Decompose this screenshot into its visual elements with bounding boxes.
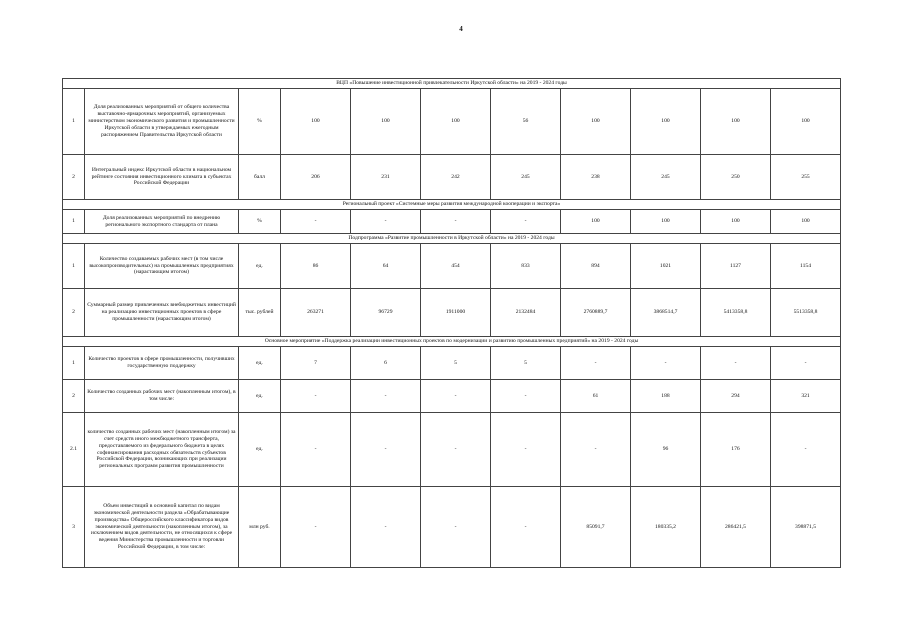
table-row — [63, 487, 841, 568]
value-cell: - — [491, 487, 561, 568]
unit-cell: балл — [239, 155, 281, 200]
value-cell: 454 — [421, 244, 491, 289]
value-cell: 894 — [561, 244, 631, 289]
indicator-name: Количество создаваемых рабочих мест (в том числе высокопроизводительных) на промышленных предприятиях (нарастающим итогом) — [85, 244, 239, 289]
value-cell: 100 — [701, 89, 771, 155]
value-cell: - — [561, 413, 631, 487]
value-cell: 100 — [561, 210, 631, 234]
value-cell: 188 — [631, 380, 701, 413]
value-cell: - — [631, 347, 701, 380]
section-title: Региональный проект «Системные меры развития международной кооперации и экспорта» — [63, 200, 841, 210]
table-row — [63, 380, 841, 413]
value-cell: - — [421, 487, 491, 568]
value-cell: 86 — [281, 244, 351, 289]
indicator-name: Количество созданных рабочих мест (накопленным итогом), в том числе: — [85, 380, 239, 413]
indicator-name: Доля реализованных мероприятий по внедрению регионального экспортного стандарта от плана — [85, 210, 239, 234]
indicator-name: Суммарный размер привлеченных внебюджетных инвестиций на реализацию инвестиционных проектов в сфере промышленности (нарастающим итогом) — [85, 289, 239, 337]
unit-cell: тыс. рублей — [239, 289, 281, 337]
value-cell: 398871,5 — [771, 487, 841, 568]
value-cell: 96 — [631, 413, 701, 487]
value-cell: 231 — [351, 155, 421, 200]
section-header-row — [63, 200, 841, 210]
value-cell: 255 — [771, 155, 841, 200]
value-cell: 833 — [491, 244, 561, 289]
value-cell: 176 — [701, 413, 771, 487]
unit-cell: % — [239, 210, 281, 234]
value-cell: 180335,2 — [631, 487, 701, 568]
indicator-name: Интегральный индекс Иркутской области в национальном рейтинге состояния инвестиционного климата в субъектах Российской Федерации — [85, 155, 239, 200]
value-cell: - — [491, 380, 561, 413]
unit-cell: % — [239, 89, 281, 155]
value-cell: 100 — [351, 89, 421, 155]
value-cell: 96729 — [351, 289, 421, 337]
value-cell: 245 — [491, 155, 561, 200]
value-cell: - — [771, 413, 841, 487]
value-cell: 5413358,8 — [701, 289, 771, 337]
value-cell: - — [351, 210, 421, 234]
value-cell: 64 — [351, 244, 421, 289]
value-cell: 242 — [421, 155, 491, 200]
value-cell: - — [491, 413, 561, 487]
value-cell: 5 — [491, 347, 561, 380]
section-header-row — [63, 337, 841, 347]
unit-cell: ед. — [239, 347, 281, 380]
value-cell: 294 — [701, 380, 771, 413]
value-cell: - — [771, 347, 841, 380]
value-cell: 1021 — [631, 244, 701, 289]
section-header-row — [63, 79, 841, 89]
value-cell: 286421,5 — [701, 487, 771, 568]
value-cell: 100 — [281, 89, 351, 155]
section-title: Подпрограмма «Развитие промышленности в Иркутской области» на 2019 - 2024 годы — [63, 234, 841, 244]
row-number: 2 — [63, 289, 85, 337]
value-cell: - — [421, 210, 491, 234]
value-cell: - — [351, 413, 421, 487]
table-row — [63, 244, 841, 289]
value-cell: - — [491, 210, 561, 234]
page-number: 4 — [459, 25, 463, 33]
row-number: 2 — [63, 155, 85, 200]
unit-cell: ед. — [239, 244, 281, 289]
table-row — [63, 210, 841, 234]
row-number: 2 — [63, 380, 85, 413]
value-cell: - — [281, 210, 351, 234]
value-cell: 5513358,8 — [771, 289, 841, 337]
value-cell: 238 — [561, 155, 631, 200]
table-row — [63, 289, 841, 337]
value-cell: 245 — [631, 155, 701, 200]
unit-cell: ед. — [239, 380, 281, 413]
indicators-table — [62, 78, 841, 568]
value-cell: 100 — [771, 210, 841, 234]
row-number: 3 — [63, 487, 85, 568]
section-header-row — [63, 234, 841, 244]
table-row — [63, 89, 841, 155]
value-cell: 2132484 — [491, 289, 561, 337]
value-cell: 85091,7 — [561, 487, 631, 568]
value-cell: 6 — [351, 347, 421, 380]
row-number: 1 — [63, 347, 85, 380]
value-cell: - — [561, 347, 631, 380]
value-cell: - — [421, 380, 491, 413]
indicator-name: Объем инвестиций в основной капитал по видам экономической деятельности раздела «Обрабатывающие производства» Общероссийского классификатора видов экономической деятельности (накопленным итогом), за исключением видов деятельности, не относящихся к сфере ведения Министерства промышленности и торговли Российской Федерации, в том числе: — [85, 487, 239, 568]
section-title: Основное мероприятие «Поддержка реализации инвестиционных проектов по модернизации и развитию промышленных предприятий» на 2019 - 2024 годы — [63, 337, 841, 347]
value-cell: 56 — [491, 89, 561, 155]
indicator-name: Доля реализованных мероприятий от общего количества выставочно-ярмарочных мероприятий, организуемых министерством экономического развития и промышленности Иркутской области в утверждаемых ежегодным распоряжением Правительства Иркутской области — [85, 89, 239, 155]
value-cell: - — [351, 487, 421, 568]
value-cell: 7 — [281, 347, 351, 380]
value-cell: 3868514,7 — [631, 289, 701, 337]
value-cell: 100 — [701, 210, 771, 234]
value-cell: 100 — [631, 210, 701, 234]
unit-cell: млн руб. — [239, 487, 281, 568]
value-cell: - — [281, 380, 351, 413]
value-cell: - — [351, 380, 421, 413]
value-cell: 206 — [281, 155, 351, 200]
value-cell: 100 — [771, 89, 841, 155]
row-number: 1 — [63, 244, 85, 289]
table-row — [63, 413, 841, 487]
value-cell: 5 — [421, 347, 491, 380]
value-cell: - — [421, 413, 491, 487]
table-row — [63, 155, 841, 200]
indicator-name: количество созданных рабочих мест (накопленным итогом) за счет средств иного межбюджетного трансферта, предоставляемого из федерального бюджета в целях софинансирования расходных обязательств субъектов Российской Федерации, возникающих при реализации региональных программ развития промышленности — [85, 413, 239, 487]
row-number: 2.1 — [63, 413, 85, 487]
value-cell: 263271 — [281, 289, 351, 337]
value-cell: 250 — [701, 155, 771, 200]
value-cell: 1127 — [701, 244, 771, 289]
value-cell: 100 — [631, 89, 701, 155]
row-number: 1 — [63, 89, 85, 155]
value-cell: 1154 — [771, 244, 841, 289]
unit-cell: ед. — [239, 413, 281, 487]
value-cell: - — [281, 413, 351, 487]
section-title: ВЦП «Повышение инвестиционной привлекательности Иркутской области» на 2019 - 2024 годы — [63, 79, 841, 89]
value-cell: 1911000 — [421, 289, 491, 337]
indicator-name: Количество проектов в сфере промышленности, получивших государственную поддержку — [85, 347, 239, 380]
value-cell: - — [281, 487, 351, 568]
value-cell: - — [701, 347, 771, 380]
table-row — [63, 347, 841, 380]
row-number: 1 — [63, 210, 85, 234]
value-cell: 100 — [561, 89, 631, 155]
value-cell: 2760889,7 — [561, 289, 631, 337]
value-cell: 100 — [421, 89, 491, 155]
value-cell: 61 — [561, 380, 631, 413]
value-cell: 321 — [771, 380, 841, 413]
